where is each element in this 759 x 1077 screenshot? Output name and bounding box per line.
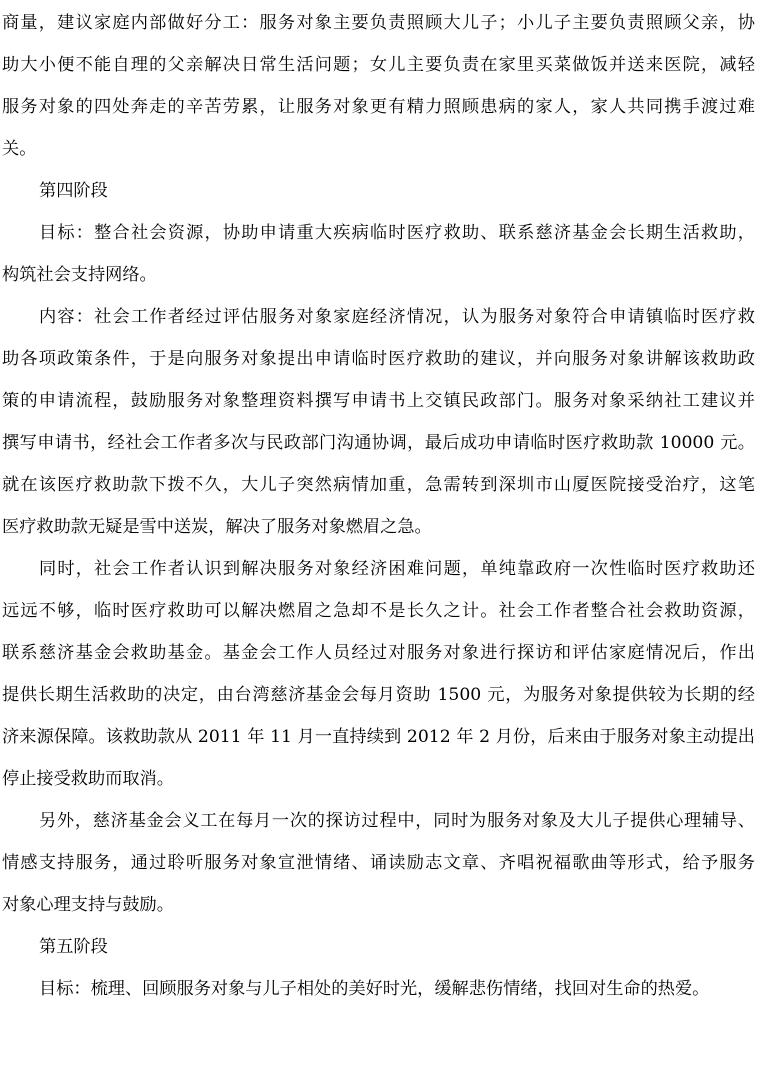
- text-line: 另外，慈济基金会义工在每月一次的探访过程中，同时为服务对象及大儿子提供心理辅导、: [39, 811, 755, 831]
- text-line: 停止接受救助而取消。: [2, 769, 174, 789]
- text-line: 关。: [2, 139, 37, 159]
- text-line: 内容：社会工作者经过评估服务对象家庭经济情况，认为服务对象符合申请镇临时医疗救: [39, 307, 755, 327]
- text-line: 医疗救助款无疑是雪中送炭，解决了服务对象燃眉之急。: [2, 517, 432, 537]
- text-line: 对象心理支持与鼓励。: [2, 895, 174, 915]
- text-line: 远远不够，临时医疗救助可以解决燃眉之急却不是长久之计。社会工作者整合社会救助资源，: [2, 601, 755, 621]
- text-line: 就在该医疗救助款下拨不久，大儿子突然病情加重，急需转到深圳市山厦医院接受治疗，这笔: [2, 475, 755, 495]
- text-line: 第四阶段: [39, 181, 108, 201]
- text-line: 目标：梳理、回顾服务对象与儿子相处的美好时光，缓解悲伤情绪，找回对生命的热爱。: [39, 979, 710, 999]
- text-line: 联系慈济基金会救助基金。基金会工作人员经过对服务对象进行探访和评估家庭情况后，作出: [2, 643, 755, 663]
- text-line: 商量，建议家庭内部做好分工：服务对象主要负责照顾大儿子；小儿子主要负责照顾父亲，协: [2, 13, 755, 33]
- text-line: 提供长期生活救助的决定，由台湾慈济基金会每月资助 1500 元，为服务对象提供较为长期的经: [2, 685, 755, 705]
- text-line: 目标：整合社会资源，协助申请重大疾病临时医疗救助、联系慈济基金会长期生活救助，: [39, 223, 755, 243]
- text-line: 助各项政策条件，于是向服务对象提出申请临时医疗救助的建议，并向服务对象讲解该救助政: [2, 349, 755, 369]
- text-line: 策的申请流程，鼓励服务对象整理资料撰写申请书上交镇民政部门。服务对象采纳社工建议并: [2, 391, 755, 411]
- text-line: 助大小便不能自理的父亲解决日常生活问题；女儿主要负责在家里买菜做饭并送来医院，减轻: [2, 55, 755, 75]
- text-line: 撰写申请书，经社会工作者多次与民政部门沟通协调，最后成功申请临时医疗救助款 10000 元。: [2, 433, 755, 453]
- text-line: 第五阶段: [39, 937, 108, 957]
- text-line: 同时，社会工作者认识到解决服务对象经济困难问题，单纯靠政府一次性临时医疗救助还: [39, 559, 755, 579]
- text-line: 构筑社会支持网络。: [2, 265, 157, 285]
- text-line: 情感支持服务，通过聆听服务对象宣泄情绪、诵读励志文章、齐唱祝福歌曲等形式，给予服务: [2, 853, 755, 873]
- text-line: 服务对象的四处奔走的辛苦劳累，让服务对象更有精力照顾患病的家人，家人共同携手渡过难: [2, 97, 755, 117]
- text-line: 济来源保障。该救助款从 2011 年 11 月一直持续到 2012 年 2 月份，后来由于服务对象主动提出: [2, 727, 755, 747]
